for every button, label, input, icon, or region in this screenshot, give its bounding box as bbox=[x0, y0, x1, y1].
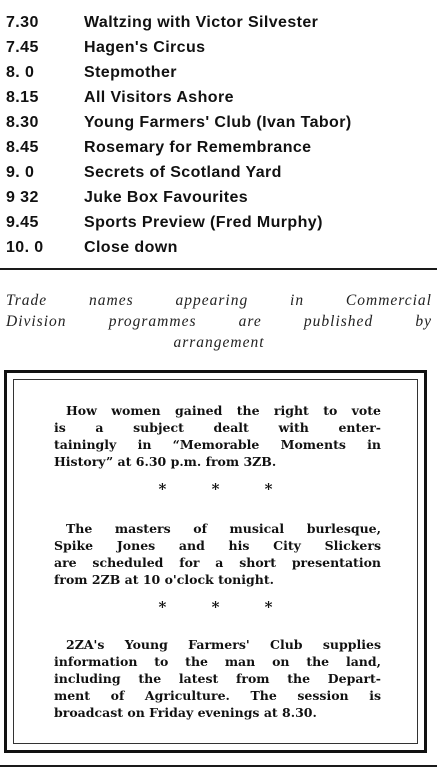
programme-schedule bbox=[0, 14, 437, 264]
schedule-row bbox=[0, 89, 437, 114]
note-paragraph bbox=[14, 520, 417, 588]
note-line: Spike Jones and his City Slickers bbox=[54, 538, 381, 553]
note-paragraph bbox=[14, 636, 417, 721]
schedule-row bbox=[0, 39, 437, 64]
note-line: broadcast on Friday evenings at 8.30. bbox=[54, 705, 317, 720]
divider-rule bbox=[0, 765, 437, 767]
note-line: is a subject dealt with enter- bbox=[54, 420, 381, 435]
schedule-row bbox=[0, 214, 437, 239]
schedule-time: 8. 0 bbox=[6, 64, 35, 81]
schedule-title: Juke Box Favourites bbox=[84, 189, 249, 206]
trade-names-note bbox=[0, 290, 437, 353]
note-line: 2ZA's Young Farmers' Club supplies bbox=[66, 637, 381, 652]
schedule-title: Waltzing with Victor Silvester bbox=[84, 14, 319, 31]
note-line: History” at 6.30 p.m. from 3ZB. bbox=[54, 454, 277, 469]
schedule-time: 8.45 bbox=[6, 139, 39, 156]
schedule-time: 10. 0 bbox=[6, 239, 44, 256]
schedule-row bbox=[0, 14, 437, 39]
note-line: How women gained the right to vote bbox=[66, 403, 381, 418]
schedule-title: Hagen's Circus bbox=[84, 39, 206, 56]
schedule-row bbox=[0, 64, 437, 89]
trade-note-line: Division programmes are published by bbox=[6, 313, 432, 330]
divider-rule bbox=[0, 268, 437, 270]
notes-box-inner-frame bbox=[13, 379, 418, 744]
schedule-time: 8.30 bbox=[6, 114, 39, 131]
schedule-title: Sports Preview (Fred Murphy) bbox=[84, 214, 323, 231]
trade-note-line: arrangement bbox=[173, 334, 265, 351]
schedule-row bbox=[0, 164, 437, 189]
schedule-title: All Visitors Ashore bbox=[84, 89, 234, 106]
schedule-title: Secrets of Scotland Yard bbox=[84, 164, 282, 181]
schedule-time: 9.45 bbox=[6, 214, 39, 231]
note-line: information to the man on the land, bbox=[54, 654, 381, 669]
schedule-time: 7.45 bbox=[6, 39, 39, 56]
schedule-time: 8.15 bbox=[6, 89, 39, 106]
schedule-time: 9. 0 bbox=[6, 164, 35, 181]
schedule-time: 9 32 bbox=[6, 189, 39, 206]
schedule-title: Rosemary for Remembrance bbox=[84, 139, 312, 156]
schedule-row bbox=[0, 114, 437, 139]
trade-note-line: Trade names appearing in Commercial bbox=[6, 292, 432, 309]
schedule-title: Young Farmers' Club (Ivan Tabor) bbox=[84, 114, 352, 131]
note-line: tainingly in “Memorable Moments in bbox=[54, 437, 381, 452]
notes-box bbox=[4, 370, 427, 753]
asterisk-separator: * * * bbox=[158, 598, 273, 616]
schedule-row bbox=[0, 189, 437, 214]
schedule-row bbox=[0, 139, 437, 164]
note-line: ment of Agriculture. The session is bbox=[54, 688, 381, 703]
schedule-title: Close down bbox=[84, 239, 178, 256]
note-line: are scheduled for a short presentation bbox=[54, 555, 381, 570]
schedule-row bbox=[0, 239, 437, 264]
note-line: including the latest from the Depart- bbox=[54, 671, 381, 686]
asterisk-separator: * * * bbox=[158, 480, 273, 498]
note-line: from 2ZB at 10 o'clock tonight. bbox=[54, 572, 274, 587]
schedule-title: Stepmother bbox=[84, 64, 177, 81]
note-paragraph bbox=[14, 402, 417, 470]
note-line: The masters of musical burlesque, bbox=[66, 521, 381, 536]
schedule-time: 7.30 bbox=[6, 14, 39, 31]
